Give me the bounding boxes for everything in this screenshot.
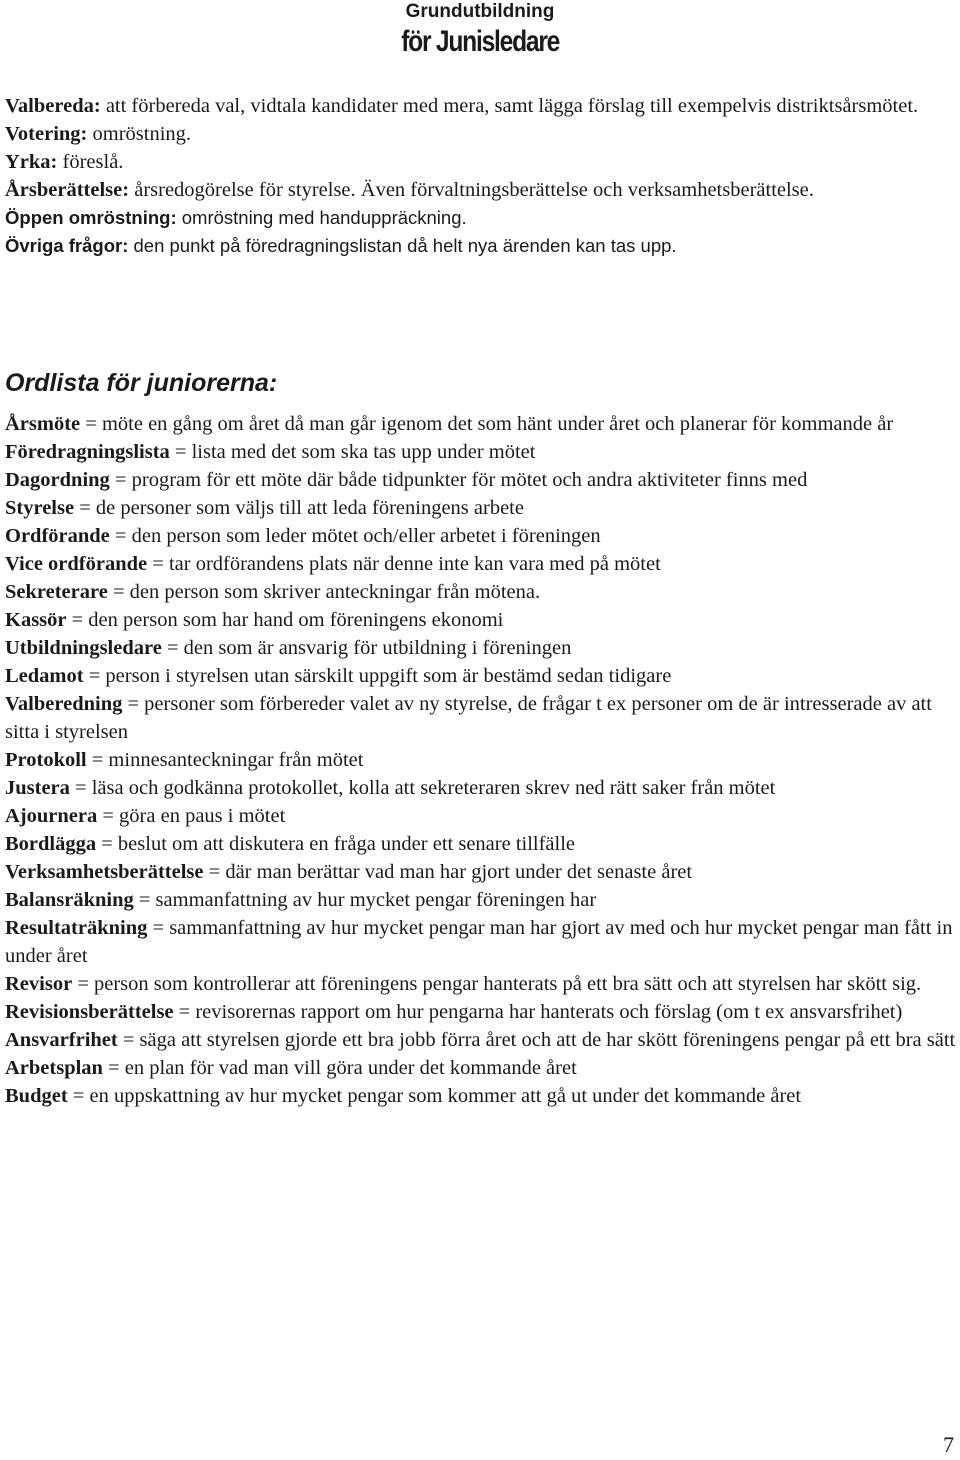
definition-entry	[5, 92, 957, 120]
glossary-text: = göra en paus i mötet	[97, 805, 286, 827]
glossary-text: = den person som leder mötet och/eller arbetet i föreningen	[109, 525, 601, 547]
glossary-entry	[5, 410, 957, 438]
glossary-text: = person i styrelsen utan särskilt uppgift som är bestämd sedan tidigare	[83, 665, 672, 687]
glossary-heading: Ordlista för juniorerna:	[5, 369, 278, 397]
glossary-term: Föredragningslista	[5, 441, 170, 463]
glossary-entry	[5, 774, 957, 802]
definition-entry	[5, 204, 957, 232]
header-title: för Junisledare	[401, 25, 560, 58]
glossary-term: Ajournera	[5, 805, 98, 827]
definition-text: den punkt på föredragningslistan då helt nya ärenden kan tas upp.	[128, 235, 677, 256]
header-subtitle: Grundutbildning	[405, 1, 555, 22]
glossary-entry	[5, 830, 957, 858]
glossary-term: Styrelse	[5, 497, 75, 519]
glossary-text: = en plan för vad man vill göra under det kommande året	[102, 1057, 577, 1079]
glossary-text: = lista med det som ska tas upp under mötet	[169, 441, 536, 463]
glossary-text: = läsa och godkänna protokollet, kolla att sekreteraren skrev ned rätt saker från mötet	[69, 777, 776, 799]
definition-term: Övriga frågor:	[5, 235, 129, 256]
definition-term: Votering:	[5, 123, 88, 145]
glossary-term: Valberedning	[5, 693, 123, 715]
glossary-text: = säga att styrelsen gjorde ett bra jobb förra året och att de har skött föreningens pengar på ett bra sätt	[117, 1029, 956, 1051]
glossary-entry	[5, 886, 957, 914]
glossary-text: = tar ordförandens plats när denne inte kan vara med på mötet	[147, 553, 661, 575]
glossary-entry	[5, 914, 957, 970]
glossary-term: Verksamhetsberättelse	[5, 861, 204, 883]
definition-term: Yrka:	[5, 151, 58, 173]
glossary-text: = sammanfattning av hur mycket pengar man har gjort av med och hur mycket pengar man fått in under året	[5, 917, 953, 967]
glossary-entry	[5, 802, 957, 830]
glossary-entry	[5, 970, 957, 998]
glossary-term: Revisor	[5, 973, 73, 995]
glossary-term: Arbetsplan	[5, 1057, 103, 1079]
glossary-text: = den person som har hand om föreningens ekonomi	[66, 609, 504, 631]
definition-text: omröstning med handuppräckning.	[176, 207, 467, 228]
glossary-entry	[5, 550, 957, 578]
page-number: 7	[943, 1432, 954, 1457]
glossary-entry	[5, 494, 957, 522]
glossary-text: = den person som skriver anteckningar från mötena.	[107, 581, 541, 603]
glossary-entry	[5, 1082, 957, 1110]
glossary-text: = beslut om att diskutera en fråga under ett senare tillfälle	[96, 833, 576, 855]
glossary-term: Budget	[5, 1085, 68, 1107]
glossary-text: = sammanfattning av hur mycket pengar föreningen har	[133, 889, 597, 911]
glossary-entry	[5, 522, 957, 550]
glossary-entry	[5, 578, 957, 606]
glossary-term: Balansräkning	[5, 889, 134, 911]
glossary-text: = program för ett möte där både tidpunkter för mötet och andra aktiviteter finns med	[109, 469, 808, 491]
definition-text: omröstning.	[87, 123, 192, 145]
definition-entry	[5, 232, 957, 260]
glossary-term: Protokoll	[5, 749, 87, 771]
definition-term: Årsberättelse:	[5, 179, 130, 201]
glossary-text: = revisorernas rapport om hur pengarna har hanterats och förslag (om t ex ansvarsfrihet)	[173, 1001, 903, 1023]
glossary-term: Justera	[5, 777, 70, 799]
glossary-text: = där man berättar vad man har gjort under det senaste året	[203, 861, 693, 883]
glossary-entry	[5, 662, 957, 690]
glossary-term: Ansvarfrihet	[5, 1029, 118, 1051]
glossary-text: = de personer som väljs till att leda föreningens arbete	[74, 497, 524, 519]
glossary-entry	[5, 1026, 957, 1054]
glossary-entry	[5, 466, 957, 494]
glossary-text: = möte en gång om året då man går igenom det som hänt under året och planerar för kommande år	[80, 413, 894, 435]
glossary-entry	[5, 998, 957, 1026]
glossary-list	[5, 410, 957, 1110]
glossary-entry	[5, 1054, 957, 1082]
glossary-term: Bordlägga	[5, 833, 97, 855]
glossary-text: = person som kontrollerar att föreningens pengar hanterats på ett bra sätt och att styrelsen har skött sig.	[72, 973, 922, 995]
glossary-term: Ordförande	[5, 525, 110, 547]
glossary-text: = minnesanteckningar från mötet	[86, 749, 364, 771]
glossary-term: Utbildningsledare	[5, 637, 162, 659]
glossary-entry	[5, 858, 957, 886]
glossary-term: Årsmöte	[5, 413, 81, 435]
definitions-list	[5, 92, 957, 260]
glossary-entry	[5, 438, 957, 466]
glossary-term: Dagordning	[5, 469, 110, 491]
glossary-term: Ledamot	[5, 665, 84, 687]
glossary-term: Revisionsberättelse	[5, 1001, 174, 1023]
glossary-entry	[5, 746, 957, 774]
glossary-term: Sekreterare	[5, 581, 108, 603]
definition-text: att förbereda val, vidtala kandidater med mera, samt lägga förslag till exempelvis distriktsårsmötet.	[100, 95, 919, 117]
glossary-term: Vice ordförande	[5, 553, 148, 575]
glossary-entry	[5, 606, 957, 634]
glossary-term: Kassör	[5, 609, 67, 631]
glossary-text: = personer som förbereder valet av ny styrelse, de frågar t ex personer om de är intresserade av att sitta i styrelsen	[5, 693, 932, 743]
glossary-text: = en uppskattning av hur mycket pengar som kommer att gå ut under det kommande året	[67, 1085, 802, 1107]
glossary-entry	[5, 634, 957, 662]
definition-text: föreslå.	[57, 151, 124, 173]
definition-term: Valbereda:	[5, 95, 101, 117]
definition-text: årsredogörelse för styrelse. Även förvaltningsberättelse och verksamhetsberättelse.	[129, 179, 814, 201]
glossary-entry	[5, 690, 957, 746]
definition-entry	[5, 120, 957, 148]
definition-entry	[5, 176, 957, 204]
glossary-text: = den som är ansvarig för utbildning i föreningen	[161, 637, 572, 659]
glossary-term: Resultaträkning	[5, 917, 148, 939]
definition-term: Öppen omröstning:	[5, 207, 177, 228]
definition-entry	[5, 148, 957, 176]
